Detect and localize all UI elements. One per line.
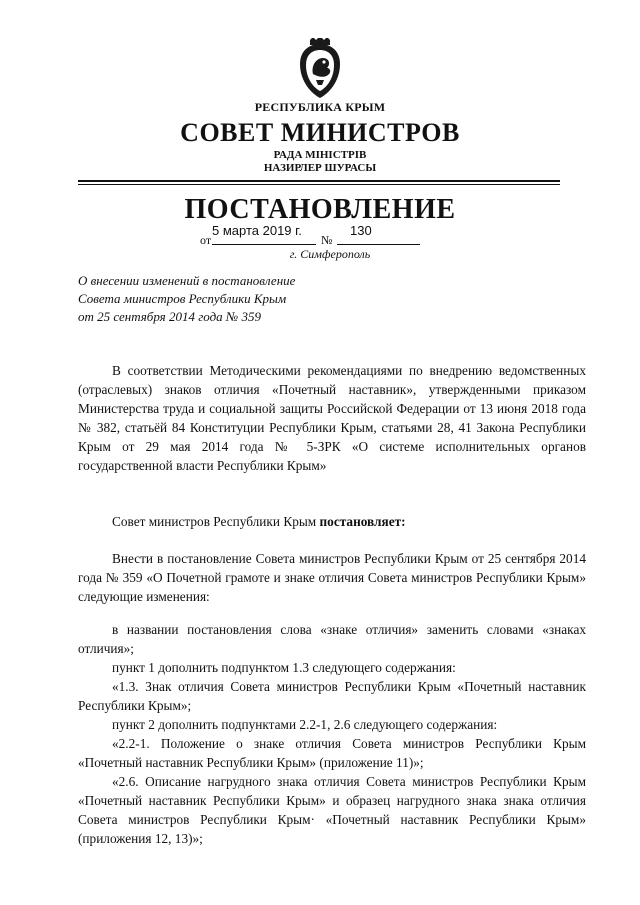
council-title: СОВЕТ МИНИСТРОВ (180, 118, 460, 147)
decree-number: 130 (350, 223, 372, 238)
amendments-list (78, 620, 586, 848)
list-item: пункт 1 дополнить подпунктом 1.3 следующего содержания: (112, 660, 456, 675)
number-underline (337, 244, 420, 245)
rada-label: РАДА МІНІСТРІВ (273, 149, 367, 161)
resolves-paragraph (78, 512, 586, 531)
subject-line-1: О внесении изменений в постановление (78, 273, 296, 288)
decree-subject (78, 272, 295, 326)
list-item: «2.2-1. Положение о знаке отличия Совета министров Республики Крым «Почетный наставник Республики Крым» (приложение 11)»; (78, 736, 586, 770)
date-prefix: от (200, 233, 212, 247)
resolves-keyword: постановляет: (319, 514, 406, 529)
date-underline (212, 244, 316, 245)
coat-of-arms-emblem (296, 38, 344, 102)
header-rule-thin (78, 184, 560, 185)
header-rule-thick (78, 180, 560, 182)
preamble-paragraph: В соответствии Методическими рекомендациями по внедрению ведомственных (отраслевых) знаков отличия «Почетный наставник», утвержденными приказом Министерства труда и социальной защиты Российской Федерации от 13 июня 2018 года № 382, статьёй 84 Конституции Республики Крым, статьями 28, 41 Закона Республики Крым от 29 мая 2014 года № 5-ЗРК «О системе исполнительных органов государственной власти Республики Крым» (78, 363, 586, 473)
council-alt-names (0, 149, 640, 175)
subject-line-2: Совета министров Республики Крым (78, 291, 287, 306)
nazirler-label: НАЗИРЛЕР ШУРАСЫ (263, 162, 377, 174)
resolves-text: Совет министров Республики Крым (112, 514, 320, 529)
republic-label: РЕСПУБЛИКА КРЫМ (254, 100, 386, 114)
number-sign: № (321, 233, 333, 247)
list-item: пункт 2 дополнить подпунктами 2.2-1, 2.6 следующего содержания: (112, 717, 498, 732)
shield-icon (296, 38, 344, 102)
decree-date-number (200, 225, 440, 247)
decree-city: г. Симферополь (289, 247, 371, 261)
list-item: «1.3. Знак отличия Совета министров Республики Крым «Почетный наставник Республики Крым»; (78, 679, 586, 713)
amendment-intro-paragraph: Внести в постановление Совета министров Республики Крым от 25 сентября 2014 года № 359 «О Почетной грамоте и знаке отличия Совета министров Республики Крым» следующие изменения: (78, 551, 586, 604)
list-item: в названии постановления слова «знаке отличия» заменить словами «знаках отличия»; (78, 622, 586, 656)
list-item: «2.6. Описание нагрудного знака отличия Совета министров Республики Крым «Почетный наставник Республики Крым» и образец нагрудного знака знака отличия Совета министров Республики Крым· «Почетный наставник Республики Крым» (приложения 12, 13)»; (78, 774, 586, 846)
subject-line-3: от 25 сентября 2014 года № 359 (78, 309, 261, 324)
decree-date: 5 марта 2019 г. (212, 223, 302, 238)
decree-title: ПОСТАНОВЛЕНИЕ (184, 194, 456, 225)
